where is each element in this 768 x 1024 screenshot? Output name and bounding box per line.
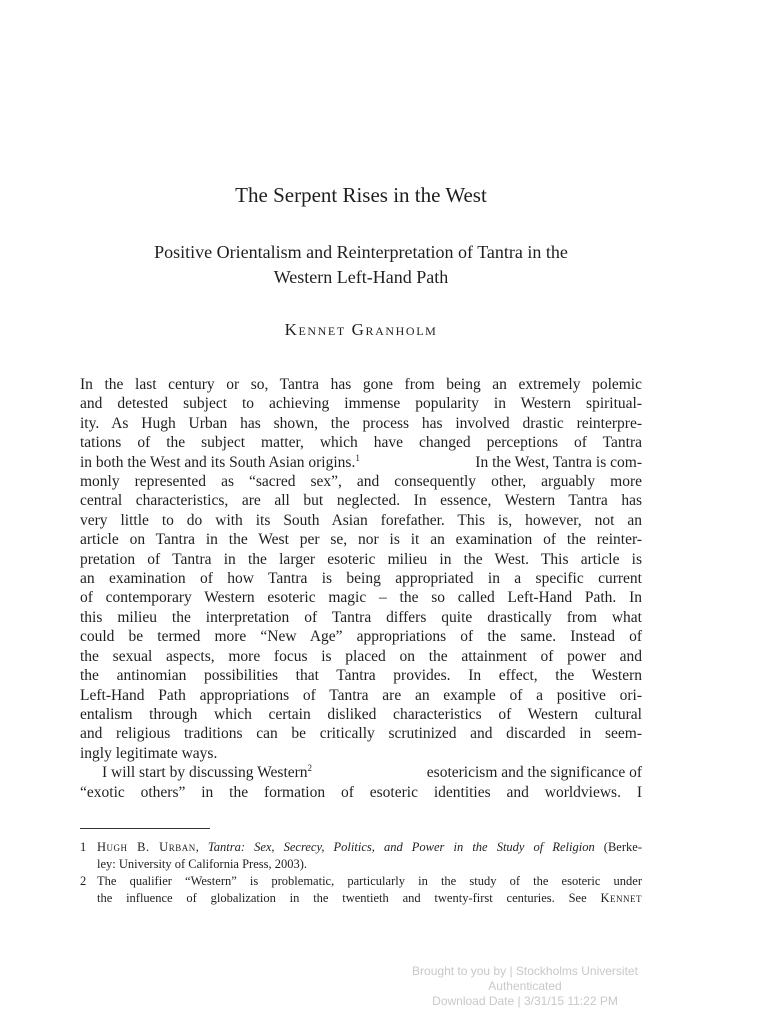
body-line: ity. As Hugh Urban has shown, the process has involved drastic reinterpre- xyxy=(80,414,642,432)
footnote-number: 1 xyxy=(80,840,87,854)
footnote-author: Hugh B. Urban xyxy=(97,840,196,854)
footnote-1-continued: ley: University of California Press, 2003). xyxy=(97,857,308,871)
body-line: this milieu the interpretation of Tantra differs quite drastically from what xyxy=(80,608,642,626)
footnote-book-title: Tantra: Sex, Secrecy, Politics, and Power in the Study of Religion xyxy=(207,840,595,854)
body-line: very little to do with its South Asian forefather. This is, however, not an xyxy=(80,511,642,529)
body-line: the sexual aspects, more focus is placed on the attainment of power and xyxy=(80,647,642,665)
body-line: an examination of how Tantra is being appropriated in a specific current xyxy=(80,570,642,588)
body-line: tations of the subject matter, which have changed perceptions of Tantra xyxy=(80,434,642,452)
body-line: the antinomian possibilities that Tantra provides. In effect, the Western xyxy=(80,667,642,685)
body-line xyxy=(80,763,642,782)
body-line-part: in both the West and its South Asian origins. xyxy=(80,453,356,471)
body-line: central characteristics, are all but neglected. In essence, Western Tantra has xyxy=(80,492,642,510)
body-line: monly represented as “sacred sex”, and consequently other, arguably more xyxy=(80,473,642,491)
body-line-part: I will start by discussing Western xyxy=(102,764,308,782)
footnote-2 xyxy=(80,873,642,890)
footnotes xyxy=(80,839,642,907)
footnote-ref-2[interactable]: 2 xyxy=(307,763,313,774)
body-line-part: In the West, Tantra is com- xyxy=(475,453,642,471)
footnote-text: (Berke- xyxy=(594,840,642,854)
body-line: and religious traditions can be critically scrutinized and discarded in seem- xyxy=(80,725,642,743)
footnote-text: , xyxy=(195,840,208,854)
footnote-separator xyxy=(80,828,210,829)
footnote-1 xyxy=(80,839,642,856)
body-line: entalism through which certain disliked characteristics of Western cultural xyxy=(80,705,642,723)
body-line: “exotic others” in the formation of esoteric identities and worldviews. I xyxy=(80,783,642,801)
article-author: Kennet Granholm xyxy=(284,320,438,339)
article-title: The Serpent Rises in the West xyxy=(235,183,487,207)
footnote-number: 2 xyxy=(80,874,87,888)
article-subtitle xyxy=(80,240,642,290)
article-body xyxy=(80,375,642,802)
watermark-line: Download Date | 3/31/15 11:22 PM xyxy=(432,994,618,1008)
subtitle-line: Western Left-Hand Path xyxy=(273,267,449,287)
body-line: of contemporary Western esoteric magic – the so called Left-Hand Path. In xyxy=(80,589,642,607)
footnote-ref-1[interactable]: 1 xyxy=(355,452,360,463)
body-line: pretation of Tantra in the larger esoteric milieu in the West. This article is xyxy=(80,550,642,568)
download-watermark xyxy=(380,964,670,1009)
watermark-line: Authenticated xyxy=(488,979,562,993)
body-line: Left-Hand Path appropriations of Tantra are an example of a positive ori- xyxy=(80,686,642,704)
footnote-2-continued xyxy=(80,890,642,907)
watermark-line: Brought to you by | Stockholms Universitet xyxy=(412,964,638,978)
body-line-part: esotericism and the significance of xyxy=(426,764,642,782)
body-line: article on Tantra in the West per se, nor is it an examination of the reinter- xyxy=(80,531,642,549)
footnote-author: Kennet xyxy=(600,891,642,905)
body-line: ingly legitimate ways. xyxy=(80,744,218,762)
body-line xyxy=(80,453,642,472)
footnote-text: The qualifier “Western” is problematic, particularly in the study of the esoteric under xyxy=(97,874,642,888)
footnote-text: the influence of globalization in the twentieth and twenty-first centuries. See xyxy=(97,891,601,905)
body-line: In the last century or so, Tantra has gone from being an extremely polemic xyxy=(80,376,642,393)
body-line: could be termed more “New Age” appropriations of the same. Instead of xyxy=(80,628,642,646)
subtitle-line: Positive Orientalism and Reinterpretation of Tantra in the xyxy=(154,242,568,262)
body-line: and detested subject to achieving immense popularity in Western spiritual- xyxy=(80,395,642,413)
